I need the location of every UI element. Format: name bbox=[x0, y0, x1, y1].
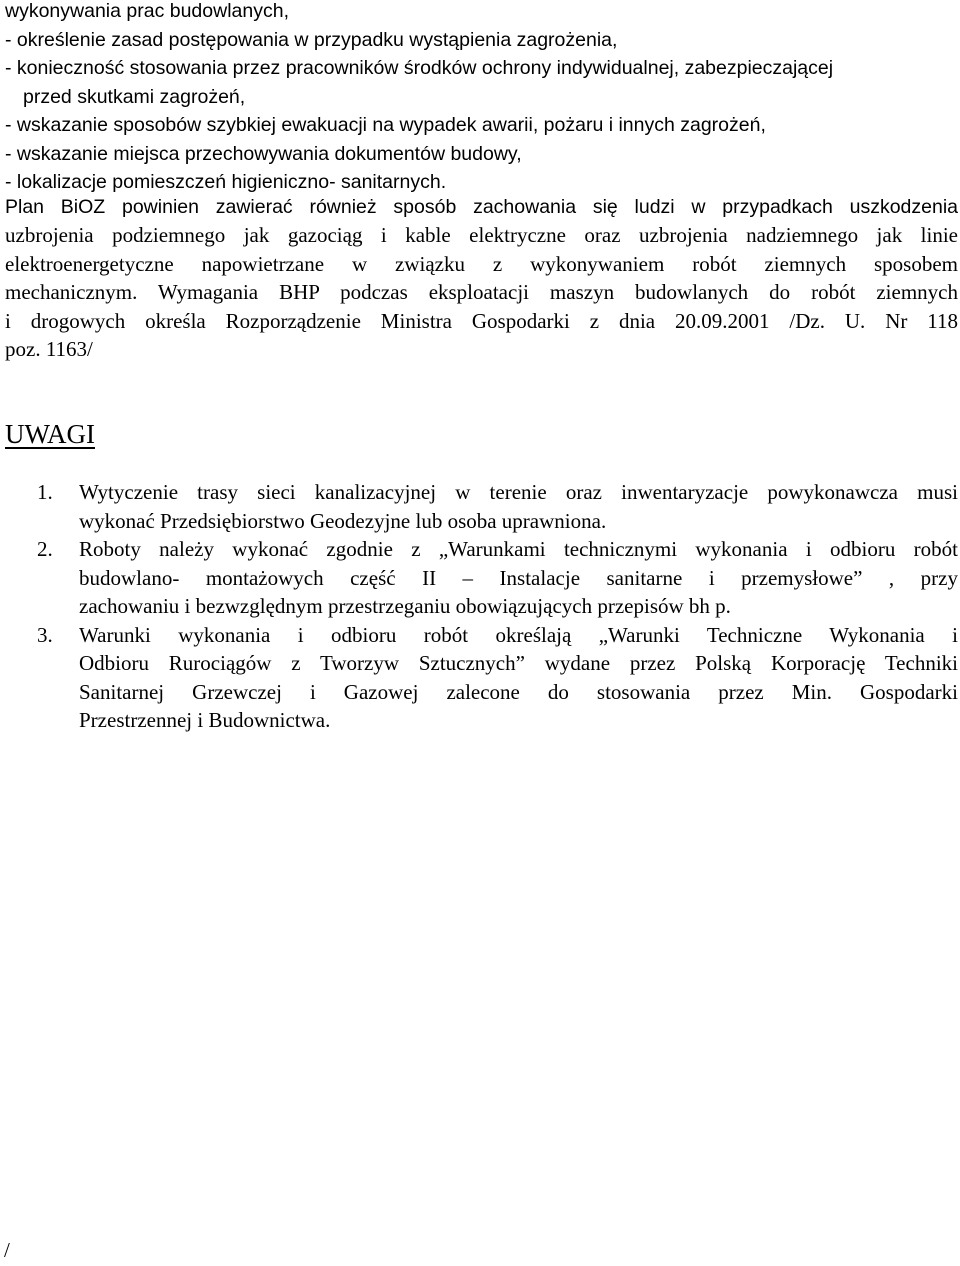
section-heading: UWAGI bbox=[5, 419, 95, 449]
bullet-line: wykonywania prac budowlanych, bbox=[5, 0, 289, 22]
paragraph-line: elektroenergetyczne napowietrzane w związku z wykonywaniem robót ziemnych sposobem bbox=[5, 251, 958, 276]
paragraph-line: mechanicznym. Wymagania BHP podczas eksploatacji maszyn budowlanych do robót ziemnych bbox=[5, 280, 958, 304]
note-line: Roboty należy wykonać zgodnie z „Warunkami technicznymi wykonania i odbioru robót bbox=[79, 537, 958, 561]
note-number: 1. bbox=[37, 480, 53, 504]
bullet-line: - wskazanie miejsca przechowywania dokumentów budowy, bbox=[5, 142, 522, 165]
note-line: Odbioru Rurociągów z Tworzyw Sztucznych” wydane przez Polską Korporację Techniki bbox=[79, 651, 958, 675]
notes-list bbox=[0, 478, 958, 735]
note-line: budowlano- montażowych część II – Instalacje sanitarne i przemysłowe” , przy bbox=[79, 565, 958, 590]
note-line: Wytyczenie trasy sieci kanalizacyjnej w terenie oraz inwentaryzacje powykonawcza musi bbox=[79, 480, 958, 504]
paragraph-line: i drogowych określa Rozporządzenie Ministra Gospodarki z dnia 20.09.2001 /Dz. U. Nr 118 bbox=[5, 308, 958, 333]
note-line: zachowaniu i bezwzględnym przestrzeganiu obowiązujących przepisów bh p. bbox=[79, 594, 731, 618]
note-number: 2. bbox=[37, 537, 53, 561]
bullet-line: - lokalizacje pomieszczeń higieniczno- sanitarnych. bbox=[5, 171, 447, 193]
note-item bbox=[0, 478, 958, 535]
note-line: Sanitarnej Grzewczej i Gazowej zalecone do stosowania przez Min. Gospodarki bbox=[79, 679, 958, 704]
note-number: 3. bbox=[37, 622, 53, 647]
bullet-line: - wskazanie sposobów szybkiej ewakuacji na wypadek awarii, pożaru i innych zagrożeń, bbox=[5, 114, 766, 136]
note-line: Przestrzennej i Budownictwa. bbox=[79, 708, 331, 732]
plan-intro-line: Plan BiOZ powinien zawierać również sposób zachowania się ludzi w przypadkach uszkodzenia bbox=[5, 196, 958, 218]
plan-paragraph bbox=[5, 221, 958, 364]
note-item bbox=[0, 535, 958, 621]
note-line: wykonać Przedsiębiorstwo Geodezyjne lub osoba uprawniona. bbox=[79, 508, 607, 533]
bullet-line-continuation: przed skutkami zagrożeń, bbox=[23, 85, 246, 108]
paragraph-line: uzbrojenia podziemnego jak gazociąg i kable elektryczne oraz uzbrojenia nadziemnego jak linie bbox=[5, 223, 958, 247]
paragraph-line: poz. 1163/ bbox=[5, 337, 93, 361]
note-line: Warunki wykonania i odbioru robót określają „Warunki Techniczne Wykonania i bbox=[79, 622, 958, 647]
note-item bbox=[0, 621, 958, 735]
bullet-line: - konieczność stosowania przez pracowników środków ochrony indywidualnej, zabezpieczającej bbox=[5, 57, 834, 79]
page-footer-mark: / bbox=[4, 1238, 10, 1262]
bullet-line: - określenie zasad postępowania w przypadku wystąpienia zagrożenia, bbox=[5, 28, 618, 51]
bullet-list bbox=[5, 0, 955, 197]
